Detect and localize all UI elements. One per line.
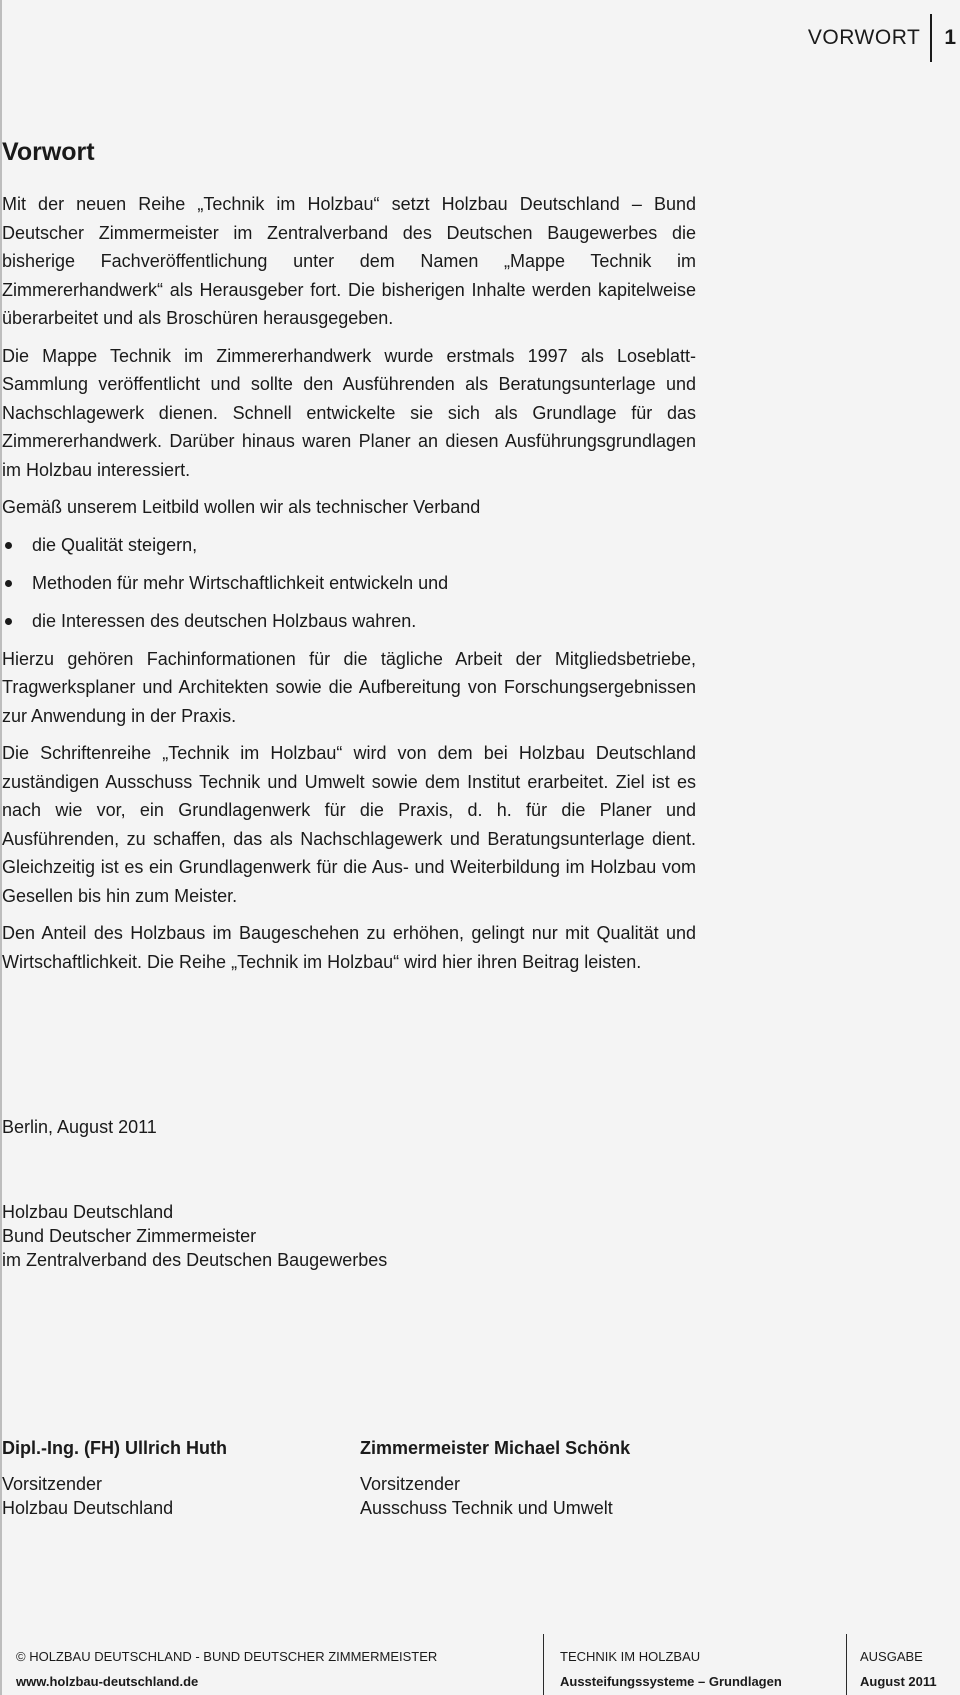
footer-edition-label: AUSGABE — [860, 1649, 923, 1664]
footer-publisher — [16, 1644, 437, 1694]
list-item-text: die Qualität steigern, — [32, 534, 198, 555]
org-line: Holzbau Deutschland — [2, 1202, 174, 1222]
place-and-date: Berlin, August 2011 — [2, 1117, 157, 1137]
signatory-org: Holzbau Deutschland — [2, 1498, 174, 1518]
org-line: Bund Deutscher Zimmermeister — [2, 1226, 257, 1246]
page-footer — [0, 1632, 960, 1695]
footer-edition — [860, 1644, 937, 1694]
signatory-name: Zimmermeister Michael Schönk — [360, 1438, 631, 1458]
body-text — [2, 190, 696, 985]
page-number: 1 — [944, 26, 956, 49]
paragraph: Den Anteil des Holzbaus im Baugeschehen zu erhöhen, gelingt nur mit Qualität und Wirtschaftlichkeit. Die Reihe „Technik im Holzbau“ wird hier ihren Beitrag leisten. — [2, 923, 696, 972]
signature-block-schoenk — [360, 1436, 630, 1520]
bullet-list — [2, 531, 696, 635]
list-item — [2, 607, 696, 635]
footer-volume-title: Aussteifungssysteme – Grundlagen — [560, 1674, 782, 1689]
bullet-icon — [5, 618, 12, 625]
list-item — [2, 569, 696, 597]
footer-divider — [543, 1634, 544, 1695]
list-item — [2, 531, 696, 559]
organization-block — [2, 1200, 387, 1272]
signatory-role: Vorsitzender — [2, 1474, 103, 1494]
page-header — [808, 14, 960, 62]
paragraph: Hierzu gehören Fachinformationen für die tägliche Arbeit der Mitgliedsbetriebe, Tragwerksplaner und Architekten sowie die Aufbereitung von Forschungsergebnissen zur Anwendung in der Praxis. — [2, 648, 696, 726]
signatory-org: Ausschuss Technik und Umwelt — [360, 1498, 613, 1518]
page-title: Vorwort — [2, 138, 95, 166]
list-item-text: die Interessen des deutschen Holzbaus wahren. — [32, 610, 417, 631]
signature-block-huth — [2, 1436, 227, 1520]
bullet-icon — [5, 580, 12, 587]
footer-series — [560, 1644, 782, 1694]
signatory-name: Dipl.-Ing. (FH) Ullrich Huth — [2, 1438, 227, 1458]
footer-copyright: © HOLZBAU DEUTSCHLAND - BUND DEUTSCHER ZIMMERMEISTER — [16, 1649, 438, 1664]
footer-divider — [846, 1634, 847, 1695]
running-section-title: VORWORT — [807, 26, 921, 49]
footer-edition-date: August 2011 — [860, 1674, 937, 1689]
org-line: im Zentralverband des Deutschen Baugewerbes — [2, 1250, 388, 1270]
signatory-role: Vorsitzender — [360, 1474, 461, 1494]
footer-website-link[interactable]: www.holzbau-deutschland.de — [16, 1674, 199, 1689]
paragraph: Die Mappe Technik im Zimmererhandwerk wurde erstmals 1997 als Loseblatt-Sammlung veröffentlicht und sollte den Ausführenden als Beratungsunterlage und Nachschlagewerk dienen. Schnell entwickelte sie sich als Grundlage für das Zimmererhandwerk. Darüber hinaus waren Planer an diesen Ausführungsgrundlagen im Holzbau interessiert. — [2, 345, 696, 480]
paragraph: Mit der neuen Reihe „Technik im Holzbau“ setzt Holzbau Deutschland – Bund Deutscher Zimmermeister im Zentralverband des Deutschen Baugewerbes die bisherige Fachveröffentlichung unter dem Namen „Mappe Technik im Zimmererhandwerk“ als Herausgeber fort. Die bisherigen Inhalte werden kapitelweise überarbeitet und als Broschüren herausgegeben. — [2, 194, 696, 328]
paragraph: Die Schriftenreihe „Technik im Holzbau“ wird von dem bei Holzbau Deutschland zuständigen Ausschuss Technik und Umwelt sowie dem Institut erarbeitet. Ziel ist es nach wie vor, ein Grundlagenwerk für die Praxis, d. h. für die Planer und Ausführenden, zu schaffen, das als Nachschlagewerk und Beratungsunterlage dient. Gleichzeitig ist es ein Grundlagenwerk für die Aus- und Weiterbildung im Holzbau vom Gesellen bis hin zum Meister. — [2, 743, 696, 906]
footer-series-title: TECHNIK IM HOLZBAU — [560, 1649, 701, 1664]
paragraph: Gemäß unserem Leitbild wollen wir als technischer Verband — [2, 497, 481, 517]
list-item-text: Methoden für mehr Wirtschaftlichkeit entwickeln und — [32, 572, 449, 593]
bullet-icon — [5, 542, 12, 549]
